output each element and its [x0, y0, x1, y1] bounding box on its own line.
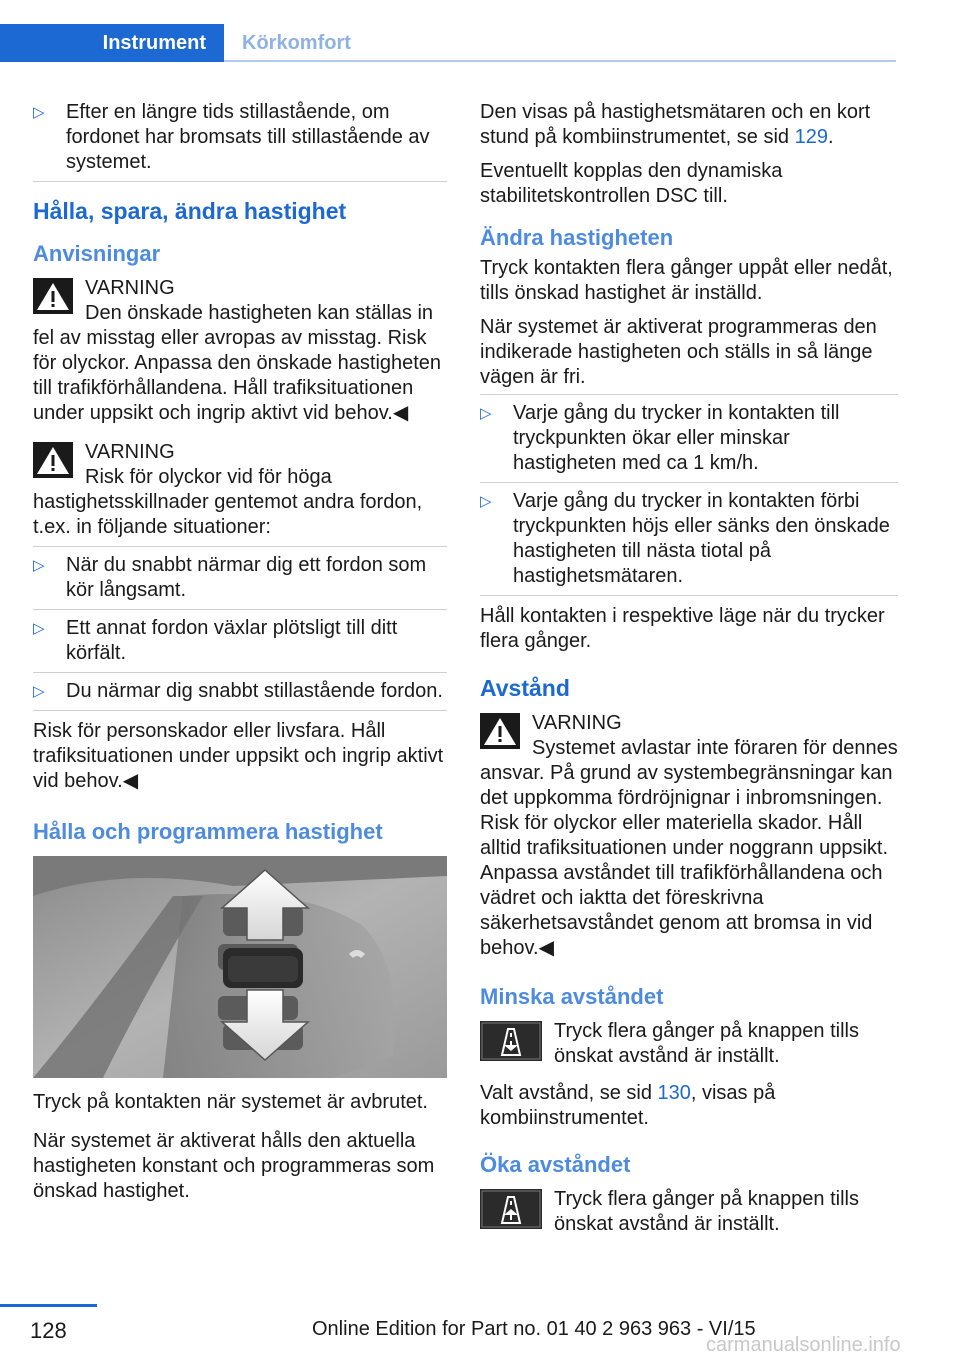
list-item-text: Varje gång du trycker in kontakten förbi tryckpunkten höjs eller sänks den önskade hastigheten till nästa tiotal på hastighetsmätaren.	[513, 490, 890, 587]
warning-text: Risk för olyckor vid för höga hastighetsskillnader gentemot andra fordon, t.ex. in följande situationer:	[33, 466, 423, 538]
tab-instrument[interactable]: Instrument	[0, 24, 224, 62]
text-span: Valt avstånd, se sid	[480, 1082, 658, 1104]
warning-title: VARNING	[85, 277, 175, 299]
paragraph-press-interrupted: Tryck på kontakten när systemet är avbrutet.	[33, 1091, 428, 1113]
paragraph-selected-distance	[480, 1081, 898, 1131]
list-item-text: Ett annat fordon växlar plötsligt till ditt körfält.	[66, 617, 398, 664]
list-item	[33, 100, 447, 175]
bullet-list-situations	[33, 546, 447, 711]
warning-consequence: Risk för personskador eller livsfara. Håll trafiksituationen under uppsikt och ingrip aktivt vid behov.◀	[33, 720, 444, 792]
left-column	[33, 100, 447, 1213]
warning-title: VARNING	[532, 712, 622, 734]
heading-notes: Anvisningar	[33, 241, 161, 266]
warning-block-1	[33, 276, 447, 426]
steering-wheel-switch-photo	[33, 856, 447, 1078]
tab-korkomfort[interactable]: Körkomfort	[242, 31, 351, 54]
top-navigation	[0, 0, 896, 62]
text-span: , visas på kombiinstrumentet.	[480, 1082, 776, 1129]
paragraph-displayed	[480, 100, 898, 150]
footer-accent-line	[0, 1304, 97, 1307]
watermark: carmanualsonline.info	[706, 1334, 901, 1356]
bullet-triangle-icon: ▷	[480, 493, 492, 510]
list-item	[33, 553, 447, 603]
warning-triangle-icon	[480, 713, 520, 749]
heading-hold-save-change: Hålla, spara, ändra hastighet	[33, 198, 347, 224]
increase-instruction: Tryck flera gånger på knappen tills önskat avstånd är inställt.	[554, 1188, 859, 1235]
paragraph-change-2: När systemet är aktiverat programmeras den indikerade hastigheten och ställs in så länge vägen är fri.	[480, 316, 877, 388]
bullet-list-change	[480, 394, 898, 596]
page-link-129[interactable]: 129	[794, 126, 828, 148]
bullet-triangle-icon: ▷	[480, 405, 492, 422]
paragraph-hold-switch: Håll kontakten i respektive läge när du trycker flera gånger.	[480, 605, 885, 652]
bullet-triangle-icon: ▷	[33, 683, 45, 700]
heading-decrease-distance: Minska avståndet	[480, 984, 664, 1009]
decrease-instruction: Tryck flera gånger på knappen tills önskat avstånd är inställt.	[554, 1020, 859, 1067]
header-divider	[0, 60, 896, 62]
paragraph-change-1: Tryck kontakten flera gånger uppåt eller nedåt, tills önskad hastighet är inställd.	[480, 257, 893, 304]
list-item	[33, 609, 447, 666]
paragraph-system-active: När systemet är aktiverat hålls den aktuella hastigheten konstant och programmeras som önskad hastighet.	[33, 1130, 435, 1202]
list-item-text: Efter en längre tids stillastående, om fordonet har bromsats till stillastående av systemet.	[66, 101, 430, 173]
edition-note: Online Edition for Part no. 01 40 2 963 963 - VI/15	[312, 1318, 756, 1340]
warning-triangle-icon	[33, 278, 73, 314]
decrease-distance-row	[480, 1019, 898, 1069]
right-column	[480, 100, 898, 1249]
heading-hold-program: Hålla och programmera hastighet	[33, 819, 383, 844]
warning-text: Systemet avlastar inte föraren för dennes ansvar. På grund av systembegränsningar kan det uppkomma fördröjnignar i inbromsningen. Risk för olyckor eller materiella skador. Håll alltid trafiksituationen under noggrann uppsikt. Anpassa avståndet till trafikförhållandena och vädret och iaktta det föreskrivna säkerhetsavståndet genom att bromsa in vid behov.◀	[480, 737, 898, 959]
list-item-text: Du närmar dig snabbt stillastående fordon.	[66, 680, 443, 702]
list-item	[480, 482, 898, 589]
distance-decrease-icon	[480, 1021, 542, 1061]
list-item-text: När du snabbt närmar dig ett fordon som kör långsamt.	[66, 554, 427, 601]
text-span: Den visas på hastighetsmätaren och en kort stund på kombiinstrumentet, se sid	[480, 101, 871, 148]
warning-block-2	[33, 440, 447, 540]
list-item	[480, 401, 898, 476]
distance-increase-icon	[480, 1189, 542, 1229]
warning-triangle-icon	[33, 442, 73, 478]
heading-distance: Avstånd	[480, 675, 570, 701]
warning-text: Den önskade hastigheten kan ställas in fel av misstag eller avropas av misstag. Risk för olyckor. Anpassa den önskade hastigheten till trafikförhållandena. Håll trafiksituationen under uppsikt och ingrip aktivt vid behov.◀	[33, 302, 442, 424]
list-item	[33, 672, 447, 704]
heading-increase-distance: Öka avståndet	[480, 1152, 631, 1177]
paragraph-dsc: Eventuellt kopplas den dynamiska stabilitetskontrollen DSC till.	[480, 160, 783, 207]
warning-block-3	[480, 711, 898, 961]
list-item-text: Varje gång du trycker in kontakten till tryckpunkten ökar eller minskar hastigheten med ca 1 km/h.	[513, 402, 840, 474]
warning-title: VARNING	[85, 441, 175, 463]
bullet-list-top	[33, 100, 447, 182]
text-span: .	[827, 126, 834, 148]
page-number: 128	[30, 1318, 67, 1343]
heading-change-speed: Ändra hastigheten	[480, 225, 674, 250]
bullet-triangle-icon: ▷	[33, 557, 45, 574]
page-link-130[interactable]: 130	[657, 1082, 691, 1104]
bullet-triangle-icon: ▷	[33, 620, 45, 637]
increase-distance-row	[480, 1187, 898, 1237]
bullet-triangle-icon: ▷	[33, 104, 45, 121]
